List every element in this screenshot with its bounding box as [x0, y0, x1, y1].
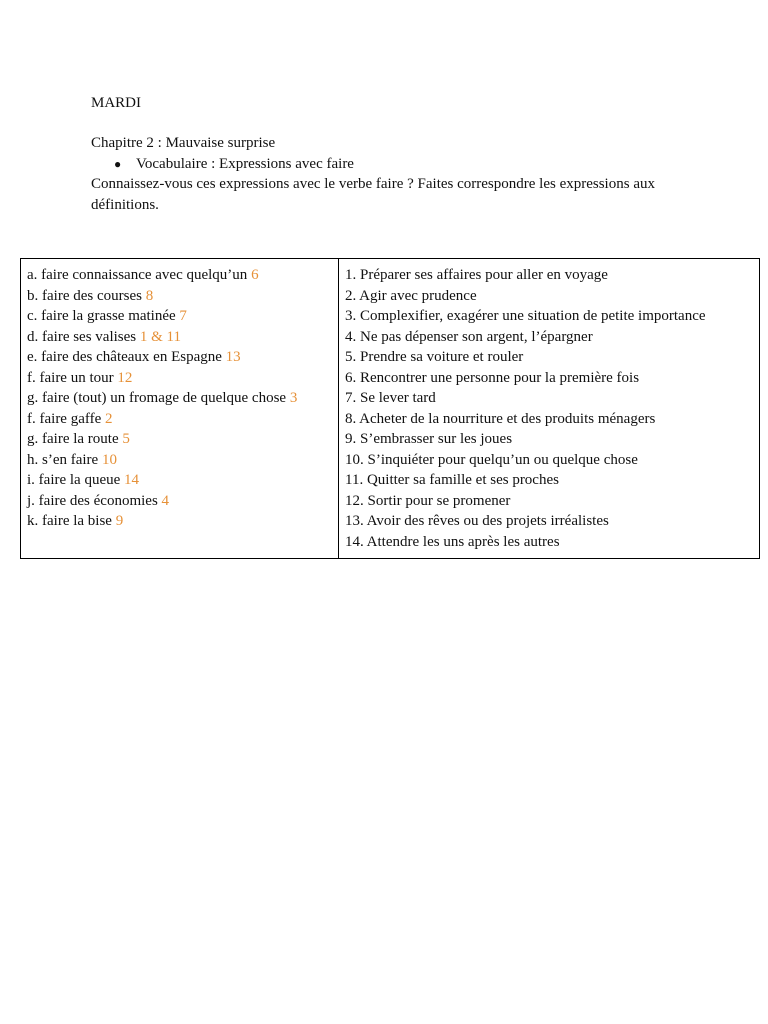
definition-row: 11. Quitter sa famille et ses proches: [345, 472, 559, 488]
expression-row: [27, 429, 338, 450]
expression-answer: 7: [179, 308, 187, 324]
definition-row: 14. Attendre les uns après les autres: [345, 533, 560, 550]
matching-table: [20, 258, 760, 559]
expressions-column: [21, 259, 339, 558]
definition-row: 2. Agir avec prudence: [345, 287, 477, 304]
bullet-icon: ●: [114, 157, 122, 171]
definition-row: 4. Ne pas dépenser son argent, l’épargner: [345, 328, 593, 345]
expression-text: g. faire (tout) un fromage de quelque chose: [27, 390, 287, 406]
expression-answer: 10: [101, 451, 117, 468]
definition-row: 12. Sortir pour se promener: [345, 492, 511, 509]
expression-text: e. faire des châteaux en Espagne: [27, 349, 222, 365]
expression-row: [27, 347, 338, 368]
expression-text: h. s’en faire: [27, 451, 99, 468]
day-heading: MARDI: [91, 95, 142, 111]
definition-row: 7. Se lever tard: [345, 390, 436, 406]
expression-text: g. faire la route: [27, 431, 119, 447]
expression-row: [27, 286, 338, 307]
expression-row: [27, 265, 338, 286]
definition-row: 3. Complexifier, exagérer une situation de petite importance: [345, 308, 706, 324]
expression-text: a. faire connaissance avec quelqu’un: [27, 267, 248, 283]
expression-row: [27, 368, 338, 389]
expression-text: f. faire gaffe: [27, 410, 102, 427]
expression-row: [27, 491, 338, 512]
vocabulary-label: Vocabulaire : Expressions avec faire: [136, 156, 354, 172]
expression-row: [27, 470, 338, 491]
expression-row: [27, 388, 338, 409]
expression-row: [27, 327, 338, 348]
expression-answer: 12: [117, 369, 133, 386]
expression-answer: 3: [289, 390, 298, 406]
definitions-column: [339, 259, 759, 558]
expression-row: [27, 511, 338, 532]
expression-row: [27, 450, 338, 471]
expression-text: d. faire ses valises: [27, 328, 137, 345]
expression-answer: 8: [145, 287, 154, 304]
expression-answer: 2: [105, 410, 113, 427]
expression-answer: 9: [115, 513, 124, 529]
expression-text: k. faire la bise: [27, 513, 112, 529]
expression-text: b. faire des courses: [27, 287, 142, 304]
expression-answer: 1 & 11: [139, 328, 182, 345]
expression-answer: 13: [225, 349, 241, 365]
expression-answer: 14: [124, 472, 140, 488]
definition-row: 1. Préparer ses affaires pour aller en voyage: [345, 267, 608, 283]
expression-text: i. faire la queue: [27, 472, 121, 488]
definition-row: 13. Avoir des rêves ou des projets irréalistes: [345, 513, 609, 529]
expression-answer: 4: [161, 492, 170, 509]
definition-row: 10. S’inquiéter pour quelqu’un ou quelque chose: [345, 451, 638, 468]
instructions-text: Connaissez-vous ces expressions avec le verbe faire ? Faites correspondre les expressions aux définitions.: [91, 176, 655, 213]
vocabulary-bullet: [114, 154, 354, 174]
definition-row: 5. Prendre sa voiture et rouler: [345, 349, 524, 365]
expression-text: j. faire des économies: [27, 492, 158, 509]
chapter-title: Chapitre 2 : Mauvaise surprise: [91, 135, 276, 151]
expression-row: [27, 306, 338, 327]
definition-row: 9. S’embrasser sur les joues: [345, 431, 513, 447]
expression-text: c. faire la grasse matinée: [27, 308, 176, 324]
expression-answer: 6: [251, 267, 259, 283]
definition-row: 6. Rencontrer une personne pour la première fois: [345, 369, 640, 386]
expression-row: [27, 409, 338, 430]
expression-text: f. faire un tour: [27, 369, 114, 386]
definition-row: 8. Acheter de la nourriture et des produits ménagers: [345, 410, 656, 427]
expression-answer: 5: [122, 431, 130, 447]
